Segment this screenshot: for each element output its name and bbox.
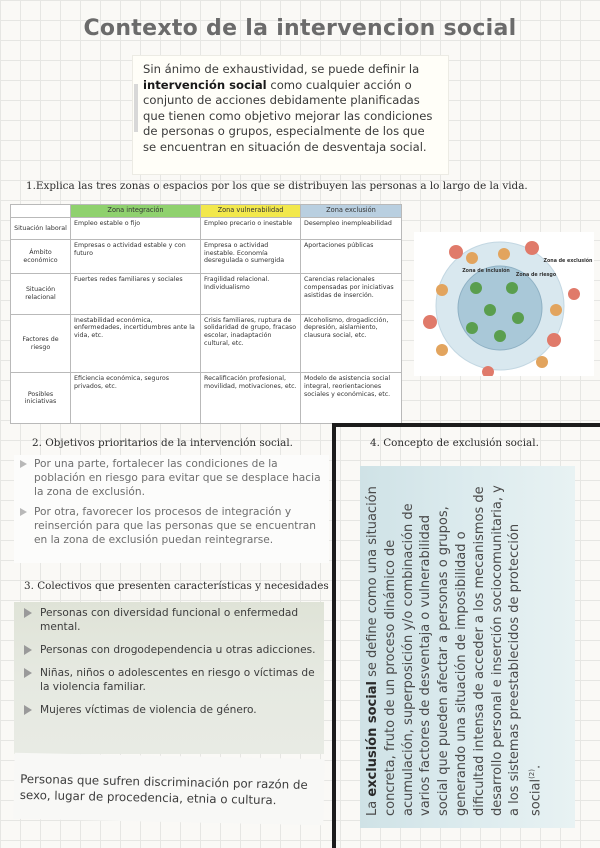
triangle-bullet-icon <box>24 668 32 678</box>
table-row <box>11 373 402 424</box>
exclusion-term: exclusión social <box>365 681 380 797</box>
inclusion-dot <box>466 322 478 334</box>
definition-term: intervención social <box>143 77 267 92</box>
objective-text: Por otra, favorecer los procesos de integración y reinserción para que las personas que se encuentran en la zona de exclusión puedan reintegrarse. <box>34 505 317 547</box>
risk-dot <box>498 248 510 260</box>
section4-heading: 4. Concepto de exclusión social. <box>370 437 539 449</box>
table-row <box>11 274 402 314</box>
list-item <box>34 457 321 500</box>
exclusion-dot <box>423 315 437 329</box>
zones-table <box>10 204 402 424</box>
inclusion-dot <box>512 312 524 324</box>
exclusion-dot <box>568 288 580 300</box>
table-header-row <box>11 205 402 218</box>
table-cell: Modelo de asistencia social integral, reorientaciones sociales y económicas, etc. <box>301 373 402 424</box>
inclusion-dot <box>484 304 496 316</box>
row-label: Situación laboral <box>11 217 71 239</box>
row-label: Factores de riesgo <box>11 314 71 373</box>
table-header-integration: Zona integración <box>71 205 201 218</box>
exclusion-dot <box>449 245 463 259</box>
triangle-bullet-icon <box>24 645 32 655</box>
exclusion-dot <box>525 241 539 255</box>
table-header-blank <box>11 205 71 218</box>
section3-heading: 3. Colectivos que presenten características y necesidades <box>24 580 329 592</box>
list-item <box>40 703 316 717</box>
label-riesgo: Zona de riesgo <box>515 273 557 278</box>
table-cell: Crisis familiares, ruptura de solidaridad de grupo, fracaso escolar, inadaptación cultural, etc. <box>201 314 301 373</box>
definition-card <box>133 56 448 174</box>
inclusion-dot <box>494 330 506 342</box>
collectives-extra-card: Personas que sufren discriminación por razón de sexo, lugar de procedencia, etnia o cultura. <box>13 753 324 825</box>
table-cell: Empleo precario o inestable <box>201 217 301 239</box>
table-cell: Inestabilidad económica, enfermedades, incertidumbres ante la vida, etc. <box>71 314 201 373</box>
table-row <box>11 239 402 273</box>
collective-text: Mujeres víctimas de violencia de género. <box>40 704 257 716</box>
table-header-exclusion: Zona exclusión <box>301 205 402 218</box>
table-cell: Recalificación profesional, movilidad, motivaciones, etc. <box>201 373 301 424</box>
risk-dot <box>550 304 562 316</box>
exclusion-footnote: (2) <box>528 769 537 779</box>
row-label: Ámbito económico <box>11 239 71 273</box>
list-item <box>34 505 321 548</box>
objectives-card <box>14 455 329 563</box>
table-cell: Desempleo inempleabilidad <box>301 217 402 239</box>
table-row <box>11 217 402 239</box>
list-item <box>40 643 316 657</box>
risk-dot <box>436 284 448 296</box>
table-header-vulnerability: Zona vulnerabilidad <box>201 205 301 218</box>
inclusion-dot <box>506 282 518 294</box>
definition-text-pre: Sin ánimo de exhaustividad, se puede definir la <box>143 62 420 76</box>
exclusion-pre: La <box>365 800 380 816</box>
definition-text-post: como cualquier acción o conjunto de acciones debidamente planificadas que tienen como objetivo mejorar las condiciones de personas o grupos, especialmente de los que se encuentran en situación de desventaja social. <box>143 77 433 154</box>
table-cell: Empleo estable o fijo <box>71 217 201 239</box>
table-row <box>11 314 402 373</box>
collective-text: Personas con diversidad funcional o enfermedad mental. <box>40 607 299 633</box>
table-cell: Empresa o actividad inestable. Economía desregulada o sumergida <box>201 239 301 273</box>
label-exclusion: Zona de exclusión <box>543 259 593 264</box>
definition-marker <box>134 84 139 132</box>
triangle-bullet-icon <box>24 608 32 618</box>
table-cell: Alcoholismo, drogadicción, depresión, aislamiento, clausura social, etc. <box>301 314 402 373</box>
exclusion-dot <box>547 333 561 347</box>
table-cell: Empresas o actividad estable y con futuro <box>71 239 201 273</box>
triangle-bullet-icon <box>20 508 27 516</box>
risk-dot <box>536 356 548 368</box>
list-item <box>40 666 316 694</box>
section4-frame-left <box>332 423 336 848</box>
risk-dot <box>436 344 448 356</box>
objective-text: Por una parte, fortalecer las condiciones de la población en riesgo para evitar que se desplace hacia la zona de exclusión. <box>34 458 321 499</box>
collective-text: Personas con drogodependencia u otras adicciones. <box>40 644 316 656</box>
table-cell: Aportaciones públicas <box>301 239 402 273</box>
table-cell: Carencias relacionales compensadas por iniciativas asistidas de inserción. <box>301 274 402 314</box>
triangle-bullet-icon <box>24 705 32 715</box>
section1-heading: 1.Explica las tres zonas o espacios por los que se distribuyen las personas a lo largo de la vida. <box>26 180 528 192</box>
table-cell: Fuertes redes familiares y sociales <box>71 274 201 314</box>
list-item <box>40 606 316 634</box>
exclusion-text: La exclusión social se define como una situación concreta, fruto de un proceso dinámico de acumulación, superposición y/o combinación de varios factores de desventaja o vulnerabilidad social que pueden afectar a personas o grupos, generando una situación de imposibilidad o dificultad intensa de acceder a los mecanismos de desarrollo personal e inserción sociocomunitaria, y a los sistemas preestablecidos de protección social$^{(2)}$. <box>365 485 544 816</box>
row-label: Situación relacional <box>11 274 71 314</box>
section2-heading: 2. Objetivos prioritarios de la intervención social. <box>32 437 293 449</box>
collective-text: Niñas, niños o adolescentes en riesgo o víctimas de la violencia familiar. <box>40 667 315 693</box>
collectives-card <box>14 602 324 754</box>
risk-dot <box>466 252 478 264</box>
table-cell: Eficiencia económica, seguros privados, etc. <box>71 373 201 424</box>
row-label: Posibles iniciativas <box>11 373 71 424</box>
zones-diagram <box>414 232 594 376</box>
inclusion-dot <box>470 282 482 294</box>
label-inclusion: Zona de inclusión <box>462 269 510 274</box>
table-cell: Fragilidad relacional. Individualismo <box>201 274 301 314</box>
exclusion-body: se define como una situación concreta, fruto de un proceso dinámico de acumulación, superposición y/o combinación de varios factores de desventaja o vulnerabilidad social que pueden afectar a personas o grupos, generando una situación de imposibilidad o dificultad intensa de acceder a los mecanismos de desarrollo personal e inserción sociocomunitaria, y a los sistemas preestablecidos de protección social <box>365 485 544 816</box>
exclusion-card <box>360 466 575 828</box>
section4-frame-top <box>333 423 600 427</box>
page-title: Contexto de la intervencion social <box>83 16 517 41</box>
triangle-bullet-icon <box>20 460 27 468</box>
